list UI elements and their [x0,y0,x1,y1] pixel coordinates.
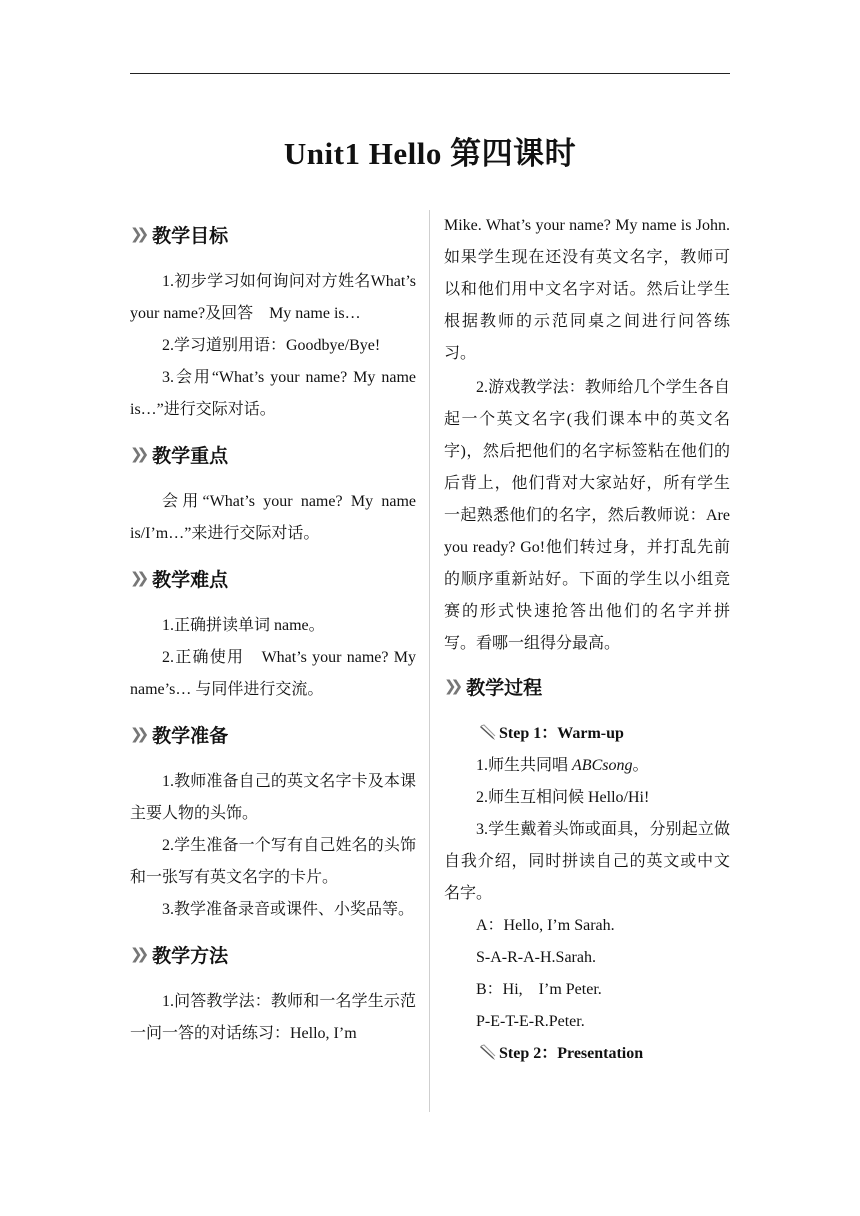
pen-icon [480,1044,497,1061]
section-heading-key-points: ❯❯ 教学重点 [130,444,229,467]
key-point-item: 会用“What’s your name? My name is/I’m…”来进行交际对话。 [130,493,416,542]
left-column [130,212,416,1050]
section-heading-process: ❯❯ 教学过程 [444,676,543,699]
preparation-item: 2.学生准备一个写有自己姓名的头饰和一张写有英文名字的卡片。 [130,837,416,886]
method-item-continued: Mike. What’s your name? My name is John. 如果学生现在还没有英文名字，教师可以和他们用中文名字对话。然后让学生根据教师的示范同桌之间进行问答练习。 [444,217,730,362]
dialog-line: A：Hello, I’m Sarah. [476,917,615,934]
process-item: 2.师生互相问候 Hello/Hi! [476,789,650,806]
step-heading: Step 1：Warm-up [444,718,730,750]
double-chevron-icon: ❯❯ [130,725,144,743]
step-heading: Step 2：Presentation [444,1038,730,1070]
difficulty-item: 1.正确拼读单词 name。 [162,617,325,634]
difficulty-item: 2.正确使用 What’s your name? My name’s… 与同伴进行交流。 [130,649,416,698]
section-heading-methods: ❯❯ 教学方法 [130,944,229,967]
objective-item: 3.会用“What’s your name? My name is…”进行交际对话。 [130,369,416,418]
dialog-line: B：Hi, I’m Peter. [476,981,602,998]
section-heading-difficulties: ❯❯ 教学难点 [130,568,229,591]
objective-item: 1.初步学习如何询问对方姓名What’s your name?及回答 My name is… [130,273,416,322]
process-item: 3.学生戴着头饰或面具，分别起立做自我介绍，同时拼读自己的英文或中文名字。 [444,821,730,902]
double-chevron-icon: ❯❯ [130,225,144,243]
double-chevron-icon: ❯❯ [444,677,458,695]
preparation-item: 3.教学准备录音或课件、小奖品等。 [162,901,415,918]
header-rule [130,73,730,74]
page-title: Unit1 Hello 第四课时 [283,136,577,171]
method-item: 2.游戏教学法：教师给几个学生各自起一个英文名字(我们课本中的英文名字)，然后把他们的名字标签粘在他们的后背上，他们背对大家站好，所有学生一起熟悉他们的名字，然后教师说：Are you ready? Go!他们转过身，并打乱先前的顺序重新站好。下面的学生以小组竞赛的形式快速抢答出他们的名字并拼写。看哪一组得分最高。 [444,379,730,652]
section-heading-preparation: ❯❯ 教学准备 [130,724,229,747]
process-item: 1.师生共同唱 ABCsong。 [476,757,649,774]
preparation-item: 1.教师准备自己的英文名字卡及本课主要人物的头饰。 [130,773,416,822]
dialog-line: S-A-R-A-H.Sarah. [476,949,596,966]
double-chevron-icon: ❯❯ [130,569,144,587]
pen-icon [480,724,497,741]
column-divider [429,210,430,1112]
right-column [444,210,730,1070]
double-chevron-icon: ❯❯ [130,445,144,463]
objective-item: 2.学习道别用语：Goodbye/Bye! [162,337,381,354]
dialog-line: P-E-T-E-R.Peter. [476,1013,585,1030]
section-heading-objectives: ❯❯ 教学目标 [130,224,229,247]
method-item: 1.问答教学法：教师和一名学生示范一问一答的对话练习：Hello, I’m [130,993,416,1042]
double-chevron-icon: ❯❯ [130,945,144,963]
